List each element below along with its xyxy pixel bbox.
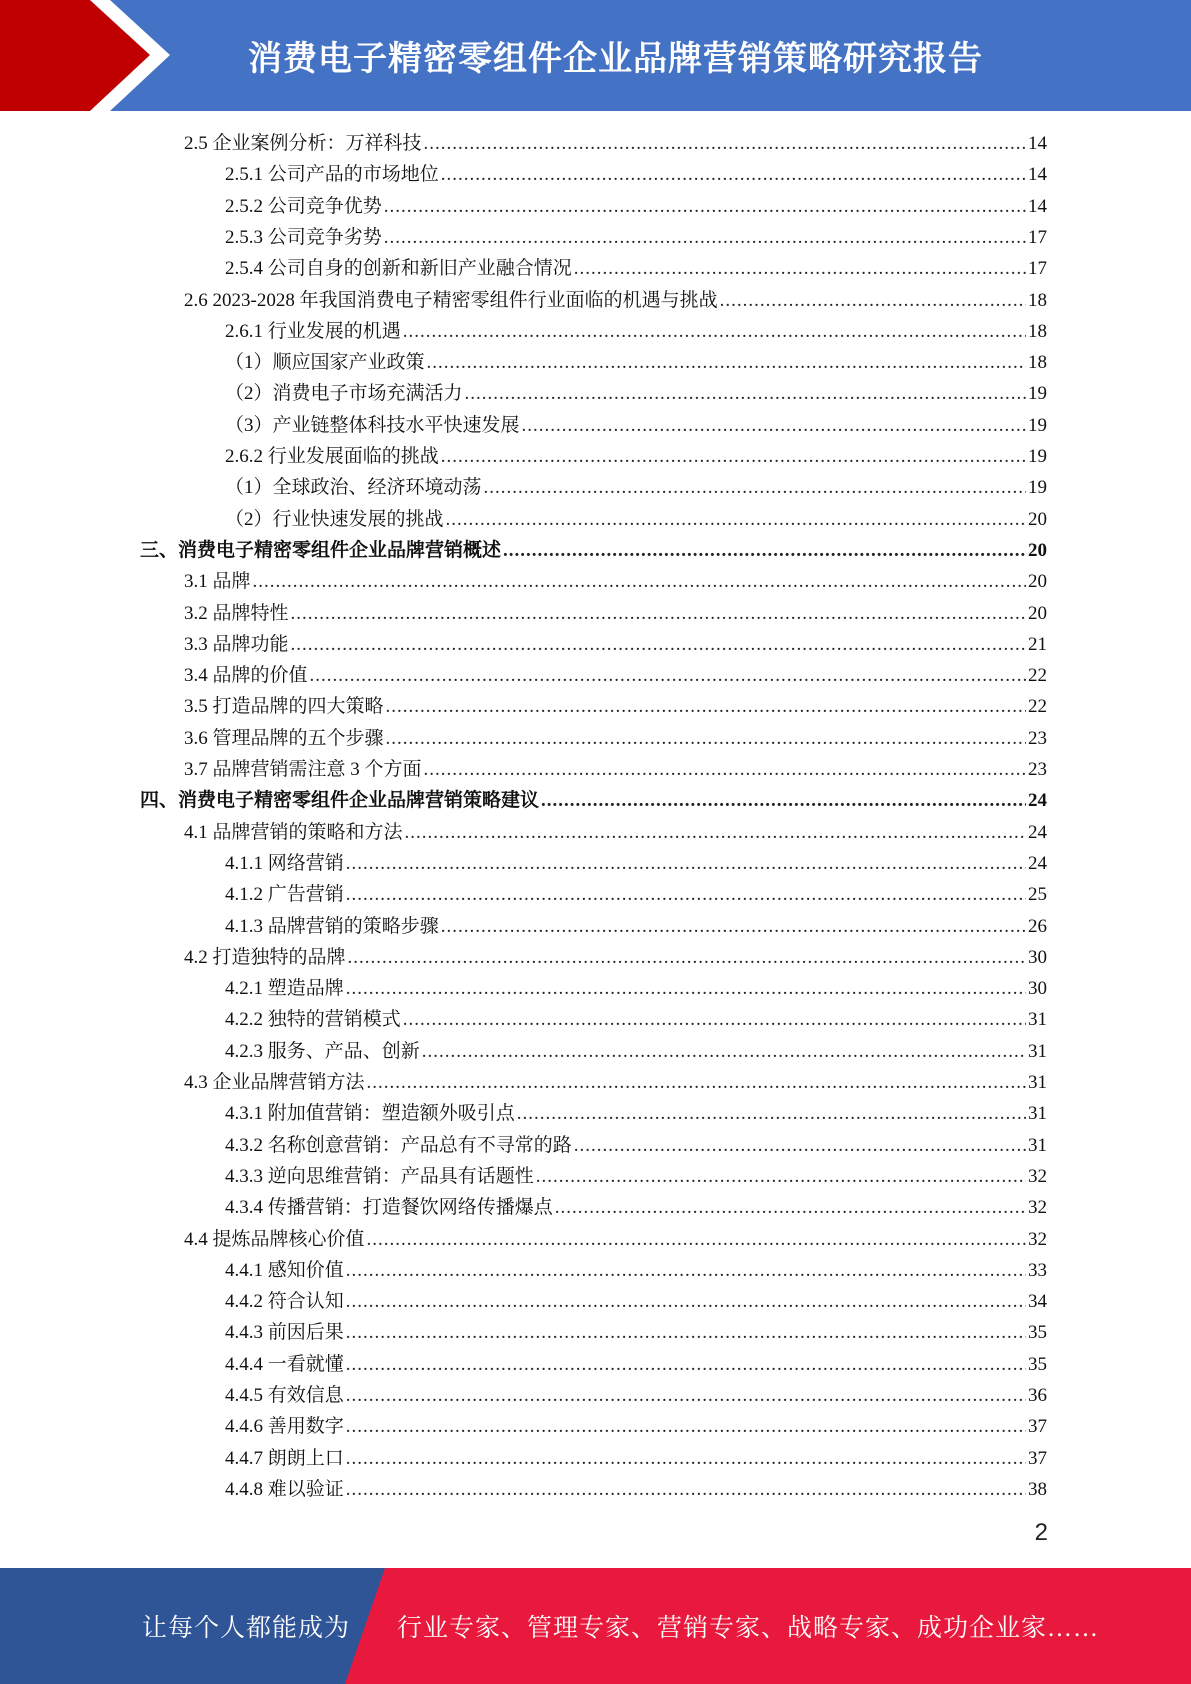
toc-entry-page: 22 (1028, 696, 1047, 718)
toc-entry[interactable] (225, 1161, 1047, 1192)
toc-entry-page: 34 (1028, 1291, 1047, 1313)
toc-entry-number: 2.5.4 (225, 258, 263, 280)
toc-entry-page: 38 (1028, 1478, 1047, 1500)
toc-entry-number: 3.7 (184, 759, 208, 780)
toc-entry-title: 前因后果 (267, 1322, 344, 1344)
toc-dot-leader (403, 316, 1026, 347)
toc-entry-title: 逆向思维营销：产品具有话题性 (267, 1165, 534, 1187)
toc-entry-number: 4.1.2 (225, 884, 263, 906)
toc-entry-title: 传播营销：打造餐饮网络传播爆点 (267, 1197, 553, 1219)
toc-entry-number: 4.4 (184, 1228, 208, 1250)
toc-entry-number: 4.2 (184, 946, 208, 968)
toc-entry[interactable] (225, 159, 1047, 190)
toc-entry[interactable] (225, 1036, 1047, 1067)
toc-entry-title: 感知价值 (267, 1259, 344, 1281)
toc-entry-page: 37 (1028, 1416, 1047, 1438)
toc-entry-page: 20 (1028, 571, 1047, 593)
toc-entry-number: 4.1 (184, 821, 208, 843)
toc-dot-leader (367, 1067, 1026, 1098)
toc-entry-number: 2.5 (184, 133, 208, 154)
toc-entry-page: 23 (1028, 759, 1047, 780)
toc-entry-title: 2023-2028 年我国消费电子精密零组件行业面临的机遇与挑战 (212, 289, 718, 311)
toc-entry-number: 2.6.1 (225, 320, 263, 342)
toc-entry-number: 4.4.5 (225, 1385, 263, 1406)
toc-entry-title: 朗朗上口 (267, 1447, 344, 1469)
toc-entry-page: 36 (1028, 1385, 1047, 1406)
toc-entry-page: 24 (1028, 790, 1047, 812)
toc-entry-number: 2.5.2 (225, 195, 263, 217)
toc-dot-leader (555, 1192, 1026, 1223)
toc-entry-title: 品牌的价值 (212, 665, 308, 687)
toc-entry-page: 14 (1028, 195, 1047, 217)
toc-entry-title: 有效信息 (267, 1385, 344, 1406)
toc-entry[interactable] (225, 1098, 1047, 1129)
toc-dot-leader (574, 253, 1026, 284)
toc-entry-page: 35 (1028, 1353, 1047, 1375)
toc-entry-number: 4.4.8 (225, 1478, 263, 1500)
toc-entry[interactable] (184, 660, 1047, 691)
toc-dot-leader (427, 347, 1026, 378)
toc-entry-number: 4.1.3 (225, 915, 263, 937)
toc-entry-page: 25 (1028, 884, 1047, 906)
toc-dot-leader (522, 410, 1026, 441)
toc-entry-page: 30 (1028, 978, 1047, 1000)
toc-entry-number: 2.5.3 (225, 226, 263, 248)
toc-entry[interactable] (184, 629, 1047, 660)
toc-entry-number: 3.5 (184, 696, 208, 718)
toc-entry-number: （1） (225, 352, 273, 374)
toc-dot-leader (517, 1098, 1026, 1129)
toc-dot-leader (291, 629, 1026, 660)
toc-entry-page: 31 (1028, 1040, 1047, 1062)
toc-entry-number: 三、 (140, 539, 179, 561)
toc-entry-page: 23 (1028, 727, 1047, 749)
toc-dot-leader (367, 1224, 1026, 1255)
toc-entry-title: 公司竞争优势 (267, 195, 382, 217)
toc-dot-leader (386, 691, 1026, 722)
toc-entry-page: 24 (1028, 852, 1047, 874)
toc-entry-page: 32 (1028, 1165, 1047, 1187)
toc-entry-page: 33 (1028, 1259, 1047, 1281)
toc-entry[interactable] (140, 785, 1047, 816)
toc-entry-title: 企业品牌营销方法 (212, 1072, 365, 1093)
toc-entry-title: 独特的营销模式 (267, 1009, 401, 1031)
toc-entry-page: 21 (1028, 633, 1047, 655)
toc-entry-page: 31 (1028, 1103, 1047, 1125)
toc-entry-page: 18 (1028, 289, 1047, 311)
toc-entry-number: 4.1.1 (225, 852, 263, 874)
toc-entry-number: 4.4.2 (225, 1291, 263, 1313)
toc-dot-leader (424, 128, 1026, 159)
toc-entry-title: 品牌营销的策略步骤 (267, 915, 439, 937)
toc-entry-page: 32 (1028, 1228, 1047, 1250)
toc-entry-title: 全球政治、经济环境动荡 (272, 477, 482, 499)
toc-entry-title: 一看就懂 (267, 1353, 344, 1375)
toc-entry-title: 提炼品牌核心价值 (212, 1228, 365, 1250)
toc-entry-number: 3.4 (184, 665, 208, 687)
toc-entry-page: 14 (1028, 164, 1047, 186)
toc-entry[interactable] (225, 191, 1047, 222)
toc-entry-number: 4.3.2 (225, 1134, 263, 1156)
toc-entry[interactable] (225, 1192, 1047, 1223)
toc-entry-title: 品牌营销的策略和方法 (212, 821, 403, 843)
toc-entry-page: 20 (1028, 602, 1047, 624)
toc-entry-title: 打造品牌的四大策略 (212, 696, 384, 718)
toc-entry[interactable] (225, 472, 1047, 503)
toc-entry-page: 17 (1028, 226, 1047, 248)
toc-dot-leader (346, 1411, 1026, 1442)
toc-entry[interactable] (225, 316, 1047, 347)
toc-entry-number: 4.2.3 (225, 1040, 263, 1062)
toc-entry-title: 善用数字 (267, 1416, 344, 1438)
toc-dot-leader (346, 1474, 1026, 1505)
toc-entry-title: 品牌营销需注意 3 个方面 (212, 759, 422, 780)
toc-entry[interactable] (225, 1004, 1047, 1035)
toc-entry-number: 2.6.2 (225, 446, 263, 467)
page-number: 2 (1034, 1519, 1048, 1546)
page-header (0, 0, 1191, 111)
toc-dot-leader (424, 754, 1026, 785)
toc-dot-leader (348, 942, 1026, 973)
footer-slogan-left: 让每个人都能成为 (142, 1615, 351, 1642)
toc-entry-page: 19 (1028, 414, 1047, 436)
toc-entry-number: 4.3.1 (225, 1103, 263, 1125)
toc-entry-title: 名称创意营销：产品总有不寻常的路 (267, 1134, 572, 1156)
toc-entry-title: 打造独特的品牌 (212, 946, 346, 968)
toc-entry-page: 35 (1028, 1322, 1047, 1344)
toc-entry-number: 3.3 (184, 633, 208, 655)
toc-entry-number: （3） (225, 414, 273, 436)
toc-dot-leader (346, 1255, 1026, 1286)
toc-entry-page: 18 (1028, 352, 1047, 374)
toc-dot-leader (310, 660, 1026, 691)
toc-entry-number: （2） (225, 508, 273, 530)
toc-entry-number: 4.4.3 (225, 1322, 263, 1344)
toc-entry-title: 消费电子精密零组件企业品牌营销概述 (178, 539, 502, 561)
toc-entry-page: 24 (1028, 821, 1047, 843)
toc-dot-leader (384, 222, 1026, 253)
toc-dot-leader (403, 1004, 1026, 1035)
toc-entry[interactable] (225, 848, 1047, 879)
toc-entry[interactable] (184, 1067, 1047, 1098)
toc-entry-page: 18 (1028, 320, 1047, 342)
toc-entry[interactable] (184, 754, 1047, 785)
toc-entry-number: 4.4.4 (225, 1353, 263, 1375)
toc-entry-title: 附加值营销：塑造额外吸引点 (267, 1103, 515, 1125)
toc-entry-title: 符合认知 (267, 1291, 344, 1313)
toc-entry[interactable] (225, 1317, 1047, 1348)
toc-entry[interactable] (225, 410, 1047, 441)
toc-dot-leader (346, 1380, 1026, 1411)
toc-dot-leader (253, 566, 1026, 597)
toc-entry-number: 3.1 (184, 571, 208, 593)
page-footer (0, 1568, 1191, 1684)
toc-entry-title: 行业发展的机遇 (267, 320, 401, 342)
toc-entry-title: 广告营销 (267, 884, 344, 906)
toc-dot-leader (541, 785, 1026, 816)
toc-entry-page: 31 (1028, 1134, 1047, 1156)
toc-entry[interactable] (184, 942, 1047, 973)
toc-entry-number: 2.5.1 (225, 164, 263, 186)
toc-entry[interactable] (225, 911, 1047, 942)
toc-entry-page: 19 (1028, 477, 1047, 499)
toc-dot-leader (441, 911, 1026, 942)
toc-entry-number: 3.2 (184, 602, 208, 624)
toc-dot-leader (384, 191, 1026, 222)
toc-entry[interactable] (225, 347, 1047, 378)
toc-entry-title: 企业案例分析：万祥科技 (212, 133, 422, 154)
toc-dot-leader (346, 1349, 1026, 1380)
toc-entry[interactable] (225, 1349, 1047, 1380)
toc-entry[interactable] (225, 1286, 1047, 1317)
toc-entry[interactable] (225, 973, 1047, 1004)
toc-dot-leader (574, 1130, 1026, 1161)
toc-entry[interactable] (225, 879, 1047, 910)
toc-entry[interactable] (225, 1474, 1047, 1505)
toc-dot-leader (484, 472, 1026, 503)
toc-entry-number: 4.4.6 (225, 1416, 263, 1438)
toc-entry[interactable] (225, 378, 1047, 409)
toc-entry[interactable] (225, 441, 1047, 472)
report-title: 消费电子精密零组件企业品牌营销策略研究报告 (248, 39, 983, 79)
toc-dot-leader (346, 1443, 1026, 1474)
toc-entry[interactable] (140, 535, 1047, 566)
toc-entry[interactable] (225, 504, 1047, 535)
toc-entry[interactable] (184, 128, 1047, 159)
toc-entry-title: 管理品牌的五个步骤 (212, 727, 384, 749)
toc-dot-leader (465, 378, 1026, 409)
toc-entry[interactable] (225, 1380, 1047, 1411)
toc-entry[interactable] (225, 1443, 1047, 1474)
toc-entry-number: 2.6 (184, 289, 208, 311)
toc-entry-page: 30 (1028, 946, 1047, 968)
toc-entry-title: 行业发展面临的挑战 (267, 446, 439, 467)
toc-entry-page: 17 (1028, 258, 1047, 280)
toc-entry-number: 4.4.1 (225, 1259, 263, 1281)
toc-dot-leader (405, 817, 1026, 848)
toc-entry-number: 4.4.7 (225, 1447, 263, 1469)
toc-entry-page: 31 (1028, 1009, 1047, 1031)
toc-entry-title: 消费电子精密零组件企业品牌营销策略建议 (178, 790, 540, 812)
toc-dot-leader (446, 504, 1026, 535)
toc-dot-leader (422, 1036, 1026, 1067)
toc-dot-leader (346, 848, 1026, 879)
toc-entry[interactable] (225, 222, 1047, 253)
toc-entry[interactable] (225, 1411, 1047, 1442)
toc-entry-number: 4.3.4 (225, 1197, 263, 1219)
toc-dot-leader (386, 723, 1026, 754)
toc-entry[interactable] (184, 723, 1047, 754)
toc-dot-leader (346, 973, 1026, 1004)
toc-entry-page: 14 (1028, 133, 1047, 154)
toc-dot-leader (346, 1317, 1026, 1348)
toc-dot-leader (441, 441, 1026, 472)
toc-entry-page: 32 (1028, 1197, 1047, 1219)
toc-entry-title: 产业链整体科技水平快速发展 (272, 414, 520, 436)
toc-dot-leader (503, 535, 1026, 566)
toc-entry-page: 20 (1028, 508, 1047, 530)
toc-entry-title: 品牌功能 (212, 633, 289, 655)
toc-dot-leader (536, 1161, 1026, 1192)
toc-entry[interactable] (184, 691, 1047, 722)
toc-entry-title: 品牌特性 (212, 602, 289, 624)
toc-entry-page: 22 (1028, 665, 1047, 687)
toc-entry-number: 4.2.1 (225, 978, 263, 1000)
toc-entry-title: 公司自身的创新和新旧产业融合情况 (267, 258, 572, 280)
toc-entry[interactable] (225, 1255, 1047, 1286)
toc-entry-number: 3.6 (184, 727, 208, 749)
toc-entry-number: 四、 (140, 790, 179, 812)
toc-entry-page: 26 (1028, 915, 1047, 937)
toc-dot-leader (346, 1286, 1026, 1317)
toc-entry[interactable] (184, 285, 1047, 316)
toc-entry-page: 19 (1028, 383, 1047, 405)
toc-entry-title: 服务、产品、创新 (267, 1040, 420, 1062)
toc-entry-title: 行业快速发展的挑战 (272, 508, 444, 530)
toc-entry-title: 品牌 (212, 571, 251, 593)
toc-entry-number: （2） (225, 383, 273, 405)
toc-entry[interactable] (225, 253, 1047, 284)
toc-entry-title: 塑造品牌 (267, 978, 344, 1000)
toc-entry-title: 消费电子市场充满活力 (272, 383, 463, 405)
toc-entry-title: 公司产品的市场地位 (267, 164, 439, 186)
toc-entry-number: 4.3 (184, 1072, 208, 1093)
toc-entry[interactable] (184, 1224, 1047, 1255)
toc-dot-leader (720, 285, 1026, 316)
toc-entry-title: 公司竞争劣势 (267, 226, 382, 248)
toc-dot-leader (441, 159, 1026, 190)
toc-entry-page: 31 (1028, 1072, 1047, 1093)
toc-entry-number: 4.3.3 (225, 1165, 263, 1187)
footer-slogan-right: 行业专家、管理专家、营销专家、战略专家、成功企业家…… (397, 1615, 1100, 1642)
toc-entry-title: 难以验证 (267, 1478, 344, 1500)
toc-entry-number: （1） (225, 477, 273, 499)
toc-entry[interactable] (225, 1130, 1047, 1161)
toc-entry-page: 20 (1028, 539, 1047, 561)
toc-entry[interactable] (184, 817, 1047, 848)
toc-dot-leader (291, 598, 1026, 629)
toc-entry-page: 37 (1028, 1447, 1047, 1469)
toc-entry-number: 4.2.2 (225, 1009, 263, 1031)
toc-entry-title: 顺应国家产业政策 (272, 352, 425, 374)
toc-dot-leader (346, 879, 1026, 910)
toc-entry[interactable] (184, 598, 1047, 629)
toc-entry-page: 19 (1028, 446, 1047, 467)
toc-entry[interactable] (184, 566, 1047, 597)
toc-entry-title: 网络营销 (267, 852, 344, 874)
